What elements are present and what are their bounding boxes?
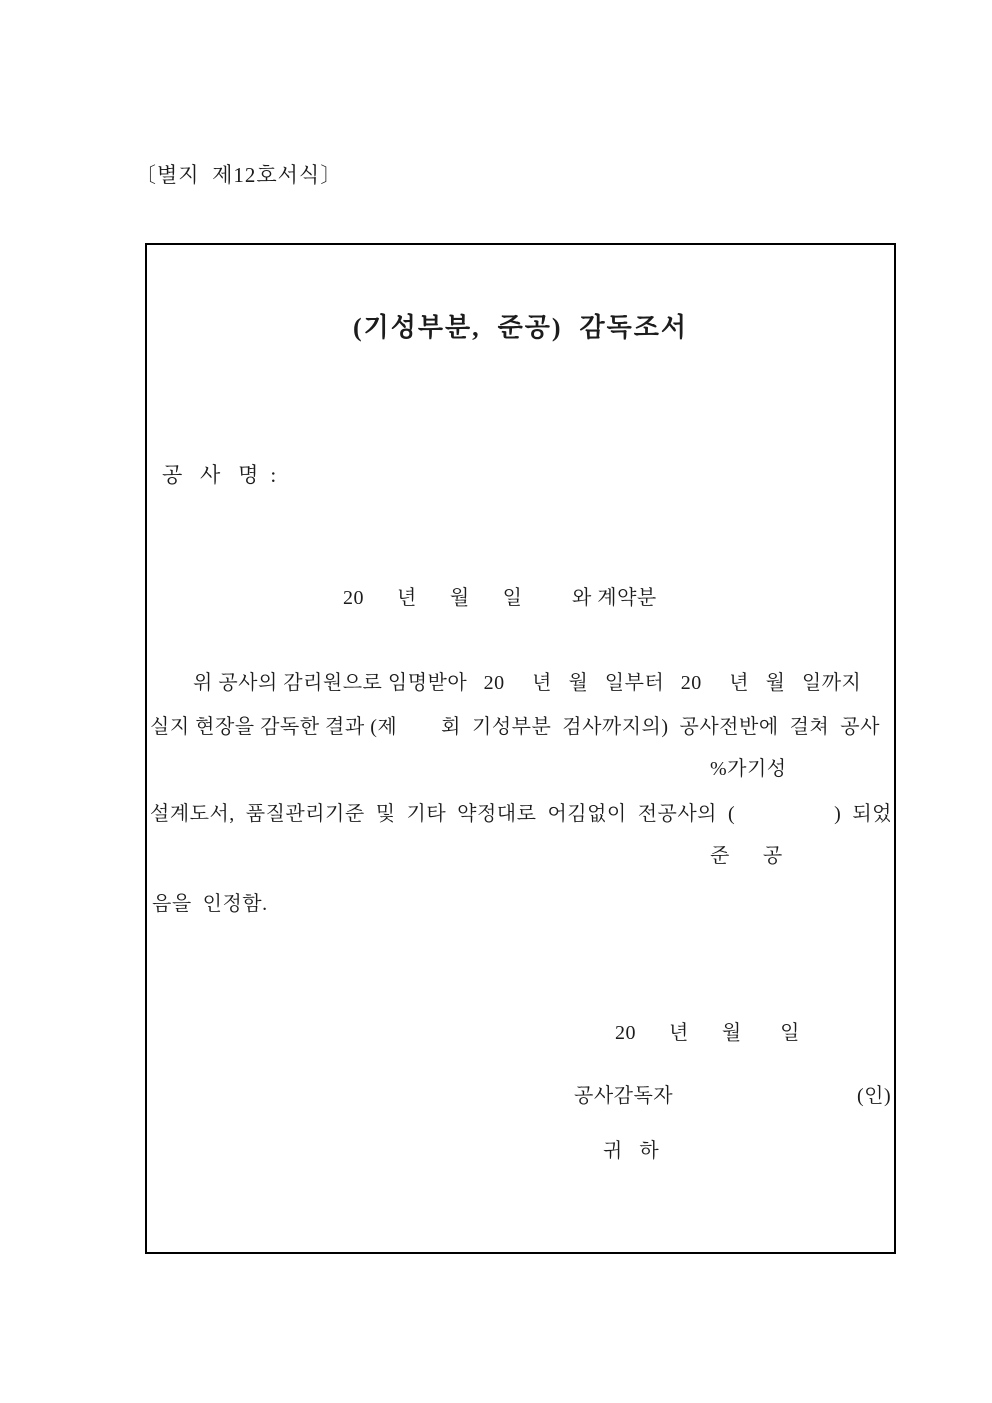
seal-label: (인) <box>857 1085 892 1107</box>
completion-option-percent: %가기성 <box>710 758 787 780</box>
body-text-line-1: 위 공사의 감리원으로 임명받아 20 년 월 일부터 20 년 월 일까지 <box>193 672 862 694</box>
form-title: (기성부분, 준공) 감독조서 <box>353 313 688 342</box>
project-name-label: 공 사 명 : <box>162 463 277 487</box>
form-border-box <box>145 243 896 1254</box>
signature-date-line: 20 년 월 일 <box>615 1022 800 1044</box>
body-text-line-4: 음을 인정함. <box>152 893 268 915</box>
recipient-label: 귀 하 <box>603 1140 660 1162</box>
contract-date-line: 20 년 월 일 와 계약분 <box>343 587 657 609</box>
form-number-label: 〔별지 제12호서식〕 <box>135 163 343 187</box>
body-text-line-3: 설계도서, 품질관리기준 및 기타 약정대로 어김없이 전공사의 ( ) 되었 <box>150 803 892 825</box>
completion-option-junggong: 준 공 <box>710 845 783 867</box>
body-text-line-2: 실지 현장을 감독한 결과 (제 회 기성부분 검사까지의) 공사전반에 걸쳐 공사 <box>150 716 880 738</box>
supervisor-label: 공사감독자 <box>574 1085 674 1107</box>
